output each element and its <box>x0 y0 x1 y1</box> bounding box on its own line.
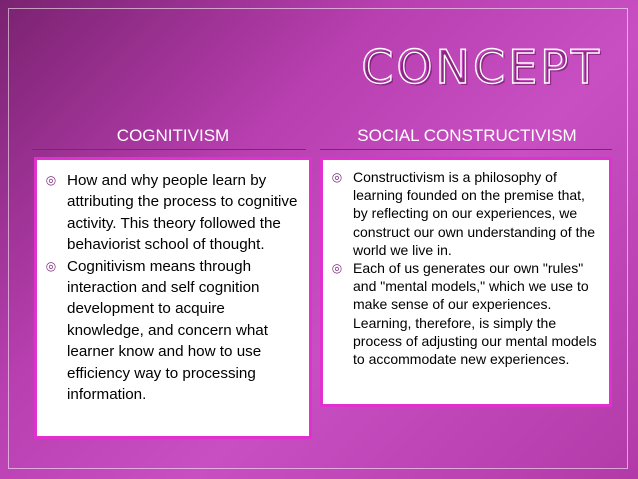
list-item <box>327 259 603 368</box>
list-item-text: How and why people learn by attributing the process to cognitive activity. This theory followed the behaviorist school of thought. <box>67 172 298 254</box>
slide-title: CONCEPT <box>361 40 602 94</box>
target-bullet-icon: ◎ <box>45 173 57 187</box>
target-bullet-icon: ◎ <box>331 170 343 184</box>
target-bullet-icon: ◎ <box>331 261 343 276</box>
cognitivism-list <box>41 170 301 405</box>
cognitivism-box <box>34 157 312 439</box>
target-bullet-icon: ◎ <box>45 258 57 273</box>
social-constructivism-box <box>320 157 612 407</box>
list-item <box>41 170 301 256</box>
left-heading-divider <box>32 149 306 150</box>
left-column-heading: COGNITIVISM <box>116 126 230 145</box>
social-constructivism-list <box>327 168 603 368</box>
right-heading-divider <box>320 149 612 150</box>
list-item-text: Constructivism is a philosophy of learning founded on the premise that, by reflecting on our experiences, we construct our own understanding of the world we live in. <box>353 169 596 258</box>
list-item-text: Each of us generates our own "rules" and "mental models," which we use to make sense of our experiences. Learning, therefore, is simply the process of adjusting our mental models to accommodate new experiences. <box>353 260 597 368</box>
list-item-text: Cognitivism means through interaction and self cognition development to acquire knowledge, and concern what learner know and how to use efficiency way to processing information. <box>67 257 268 404</box>
right-column-heading: SOCIAL CONSTRUCTIVISM <box>357 126 577 145</box>
list-item <box>41 256 301 406</box>
list-item <box>327 168 603 259</box>
